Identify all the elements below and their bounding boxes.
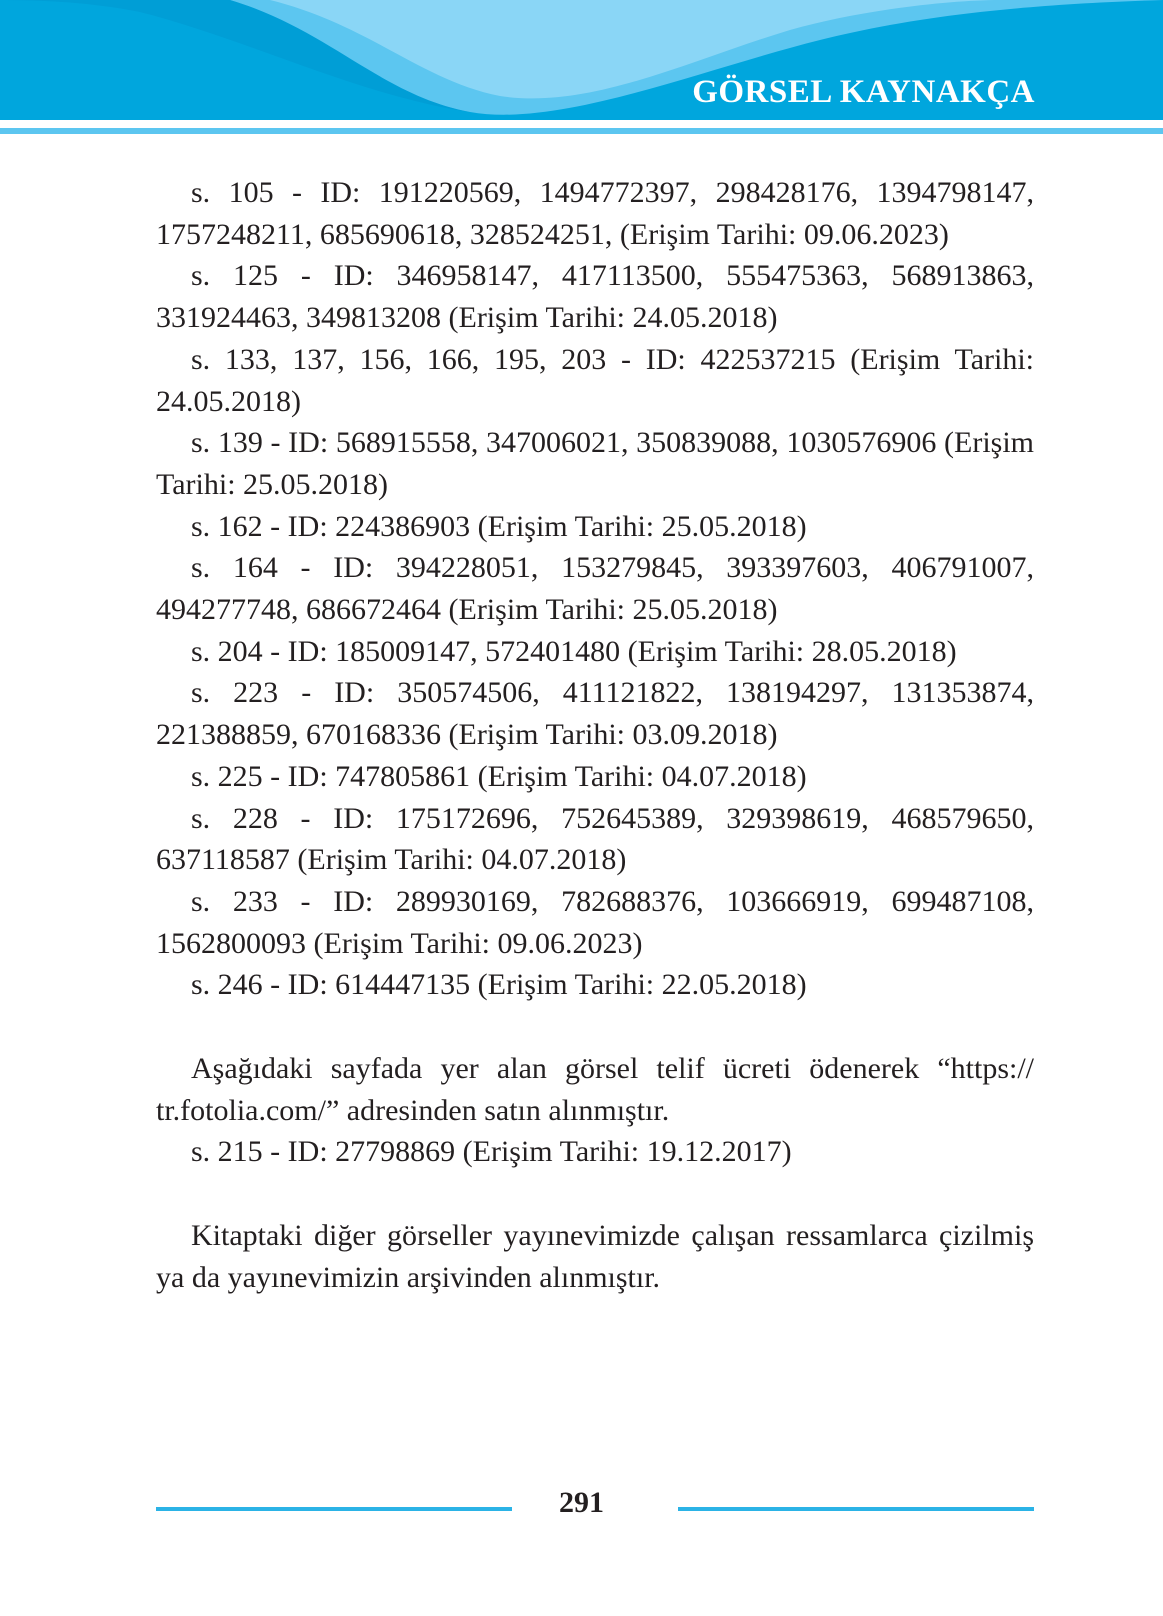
fotolia-intro: Aşağıdaki sayfada yer alan görsel telif ücreti ödenerek “https:// tr.fotolia.com/” adresinden satın alınmıştır. bbox=[156, 1052, 1034, 1127]
page-header bbox=[0, 0, 1163, 140]
reference-entry: s. 139 - ID: 568915558, 347006021, 350839088, 1030576906 (Erişim Tarihi: 25.05.2018) bbox=[156, 426, 1034, 501]
reference-entry: s. 228 - ID: 175172696, 752645389, 329398619, 468579650, 637118587 (Erişim Tarihi: 04.07.2018) bbox=[156, 801, 1034, 877]
page-footer bbox=[0, 1480, 1163, 1540]
page-title: GÖRSEL KAYNAKÇA bbox=[692, 74, 1035, 110]
section-spacer bbox=[156, 1173, 1034, 1215]
reference-entry: s. 125 - ID: 346958147, 417113500, 555475363, 568913863, 331924463, 349813208 (Erişim Tarihi: 24.05.2018) bbox=[156, 259, 1034, 335]
closing-note: Kitaptaki diğer görseller yayınevimizde çalışan ressamlarca çizilmiş ya da yayınevimizin arşivinden alınmıştır. bbox=[156, 1219, 1034, 1294]
footer-rule-right bbox=[678, 1507, 1034, 1511]
header-wave-graphic bbox=[0, 0, 1163, 140]
reference-entry: s. 246 - ID: 614447135 (Erişim Tarihi: 22.05.2018) bbox=[191, 968, 807, 1002]
section-spacer bbox=[156, 1006, 1034, 1048]
reference-entry: s. 164 - ID: 394228051, 153279845, 393397603, 406791007, 494277748, 686672464 (Erişim Tarihi: 25.05.2018) bbox=[156, 551, 1034, 627]
reference-entry: s. 204 - ID: 185009147, 572401480 (Erişim Tarihi: 28.05.2018) bbox=[191, 634, 957, 668]
reference-entry: s. 233 - ID: 289930169, 782688376, 103666919, 699487108, 1562800093 (Erişim Tarihi: 09.06.2023) bbox=[156, 884, 1034, 960]
reference-entry: s. 133, 137, 156, 166, 195, 203 - ID: 422537215 (Erişim Tarihi: 24.05.2018) bbox=[156, 342, 1034, 418]
page-number: 291 bbox=[559, 1486, 604, 1519]
fotolia-entry: s. 215 - ID: 27798869 (Erişim Tarihi: 19.12.2017) bbox=[191, 1135, 792, 1169]
reference-entry: s. 223 - ID: 350574506, 411121822, 138194297, 131353874, 221388859, 670168336 (Erişim Tarihi: 03.09.2018) bbox=[156, 676, 1034, 752]
reference-entry: s. 105 - ID: 191220569, 1494772397, 298428176, 1394798147, 1757248211, 685690618, 328524251, (Erişim Tarihi: 09.06.2023) bbox=[156, 176, 1034, 251]
bibliography-content bbox=[156, 172, 1034, 1299]
reference-entry: s. 225 - ID: 747805861 (Erişim Tarihi: 04.07.2018) bbox=[191, 759, 807, 793]
reference-entry: s. 162 - ID: 224386903 (Erişim Tarihi: 25.05.2018) bbox=[191, 509, 807, 543]
